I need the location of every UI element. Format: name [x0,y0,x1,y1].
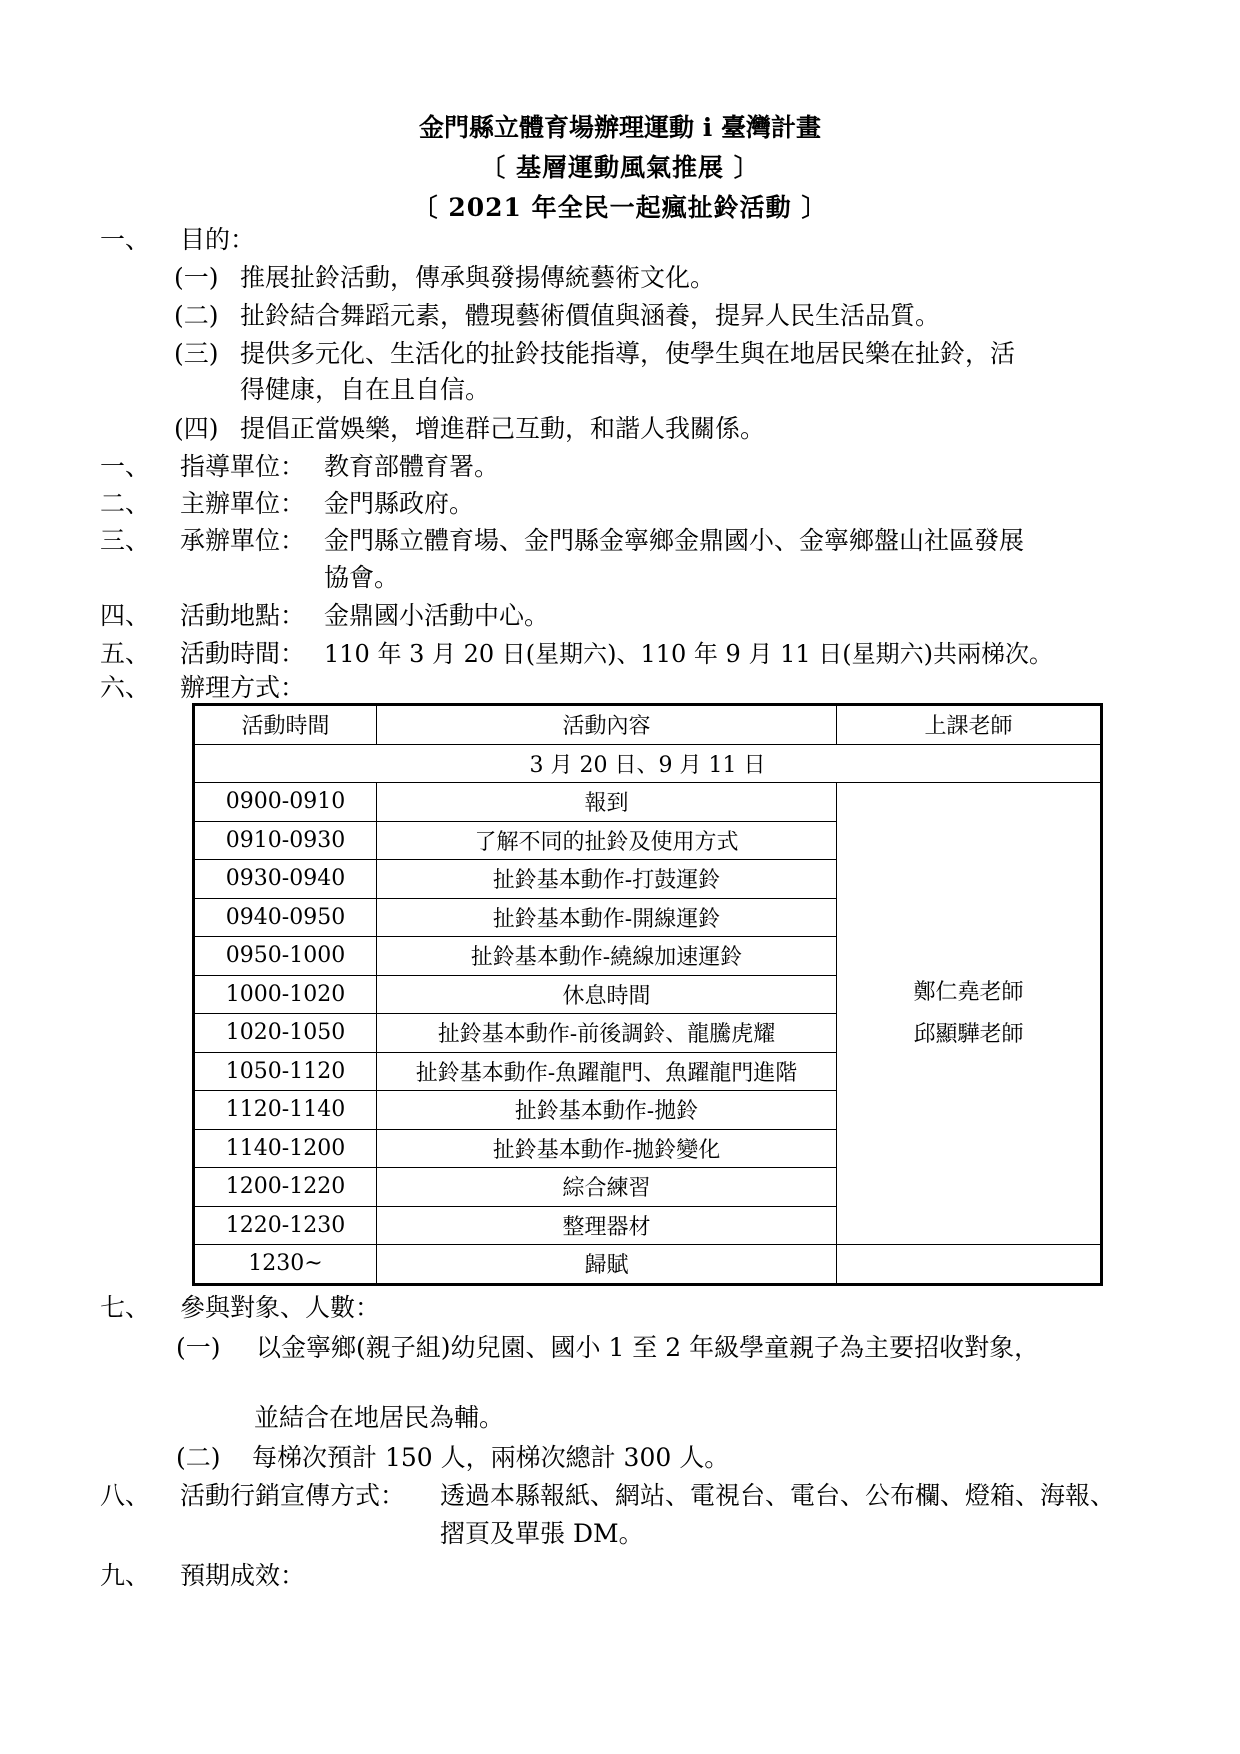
time-cell: 0910-0930 [194,821,377,860]
time-cell: 0930-0940 [194,860,377,899]
section-label: 預期成效： [180,1561,306,1590]
item-number: (二) [176,1443,221,1472]
section-number: 一、 [100,452,151,481]
section-effect [100,1558,306,1594]
purpose-item-3 [174,336,1016,372]
time-cell: 0950-1000 [194,937,377,976]
time-cell: 1120-1140 [194,1091,377,1130]
item-text: 每梯次預計 150 人，兩梯次總計 300 人。 [252,1443,730,1472]
content-cell: 報到 [377,783,837,822]
item-number: (二) [174,301,219,330]
section-organizer [100,523,1025,559]
time-cell: 1020-1050 [194,1014,377,1053]
time-cell: 0940-0950 [194,898,377,937]
item-text: 提供多元化、生活化的扯鈴技能指導，使學生與在地居民樂在扯鈴，活 [240,339,1016,368]
event-title: 〔 2021 年全民一起瘋扯鈴活動 〕 [412,193,828,222]
section-promotion [100,1478,1116,1514]
document-title: 金門縣立體育場辦理運動 i 臺灣計畫 [419,113,821,142]
purpose-item-3-continuation: 得健康，自在且自信。 [240,375,491,404]
section-number: 三、 [100,526,151,555]
participants-item-1-continuation: 並結合在地居民為輔。 [254,1403,505,1432]
time-cell: 1230~ [194,1245,377,1285]
section-label: 活動地點： [180,601,306,630]
purpose-item-4 [174,411,766,447]
section-venue [100,598,550,634]
item-text: 提倡正當娛樂，增進群己互動，和諧人我關係。 [240,414,766,443]
table-header: 活動時間 [194,705,377,745]
section-number: 八、 [100,1481,151,1510]
purpose-item-2 [174,298,941,334]
table-row [194,783,1102,822]
time-cell: 1050-1120 [194,1052,377,1091]
section-number: 九、 [100,1561,151,1590]
item-number: (一) [176,1333,221,1362]
section-label: 主辦單位： [180,489,306,518]
section-method [100,670,306,706]
content-cell: 扯鈴基本動作-前後調鈴、龍騰虎耀 [377,1014,837,1053]
teacher-name: 鄭仁堯老師 [913,979,1024,1005]
section-time [100,636,1053,672]
time-cell: 1000-1020 [194,975,377,1014]
promotion-continuation: 摺頁及單張 DM。 [440,1519,644,1548]
section-label: 承辦單位： [180,526,306,555]
section-text: 透過本縣報紙、網站、電視台、電台、公布欄、燈箱、海報、 [440,1481,1116,1510]
content-cell: 整理器材 [377,1206,837,1245]
section-text: 金門縣政府。 [324,489,475,518]
section-label: 辦理方式： [180,673,306,702]
section-label: 目的： [180,225,256,254]
purpose-item-1 [174,260,716,296]
table-row [194,1245,1102,1285]
item-text: 推展扯鈴活動，傳承與發揚傳統藝術文化。 [240,263,716,292]
content-cell: 了解不同的扯鈴及使用方式 [377,821,837,860]
teacher-name: 邱顯驊老師 [913,1021,1024,1047]
item-text: 以金寧鄉(親子組)幼兒園、國小 1 至 2 年級學童親子為主要招收對象， [256,1333,1040,1362]
section-label: 參與對象、人數： [180,1293,381,1322]
section-text: 金鼎國小活動中心。 [324,601,550,630]
content-cell: 綜合練習 [377,1168,837,1207]
section-host [100,486,475,522]
table-header: 上課老師 [837,705,1102,745]
item-number: (四) [174,414,219,443]
section-number: 二、 [100,489,151,518]
document-subtitle: 〔 基層運動風氣推展 〕 [480,153,760,182]
organizer-continuation: 協會。 [324,563,400,592]
section-text: 110 年 3 月 20 日(星期六)、110 年 9 月 11 日(星期六)共兩梯次。 [324,640,1053,668]
section-label: 指導單位： [180,452,306,481]
date-cell: 3 月 20 日、9 月 11 日 [194,744,1102,783]
section-number: 一、 [100,225,151,254]
teacher-cell [837,783,1102,1245]
table-header: 活動內容 [377,705,837,745]
content-cell: 歸賦 [377,1245,837,1285]
section-participants [100,1290,381,1326]
content-cell: 扯鈴基本動作-拋鈴變化 [377,1129,837,1168]
item-number: (一) [174,263,219,292]
time-cell: 0900-0910 [194,783,377,822]
teacher-cell [837,1245,1102,1285]
section-purpose [100,222,256,258]
section-label: 活動時間： [180,639,306,668]
participants-item-2 [176,1440,730,1476]
participants-item-1 [176,1330,1040,1366]
time-cell: 1220-1230 [194,1206,377,1245]
content-cell: 休息時間 [377,975,837,1014]
section-number: 七、 [100,1293,151,1322]
table-header-row [194,705,1102,745]
item-number: (三) [174,339,219,368]
content-cell: 扯鈴基本動作-魚躍龍門、魚躍龍門進階 [377,1052,837,1091]
content-cell: 扯鈴基本動作-繞線加速運鈴 [377,937,837,976]
section-number: 五、 [100,639,151,668]
content-cell: 扯鈴基本動作-打鼓運鈴 [377,860,837,899]
table-date-row [194,744,1102,783]
content-cell: 扯鈴基本動作-拋鈴 [377,1091,837,1130]
section-text: 教育部體育署。 [324,452,500,481]
section-label: 活動行銷宣傳方式： [180,1481,406,1510]
schedule-table [192,703,1103,1286]
content-cell: 扯鈴基本動作-開線運鈴 [377,898,837,937]
section-number: 六、 [100,673,151,702]
item-text: 扯鈴結合舞蹈元素，體現藝術價值與涵養，提昇人民生活品質。 [240,301,941,330]
section-guide [100,449,500,485]
section-text: 金門縣立體育場、金門縣金寧鄉金鼎國小、金寧鄉盤山社區發展 [324,526,1025,555]
section-number: 四、 [100,601,151,630]
time-cell: 1200-1220 [194,1168,377,1207]
document-header [0,108,1240,228]
time-cell: 1140-1200 [194,1129,377,1168]
